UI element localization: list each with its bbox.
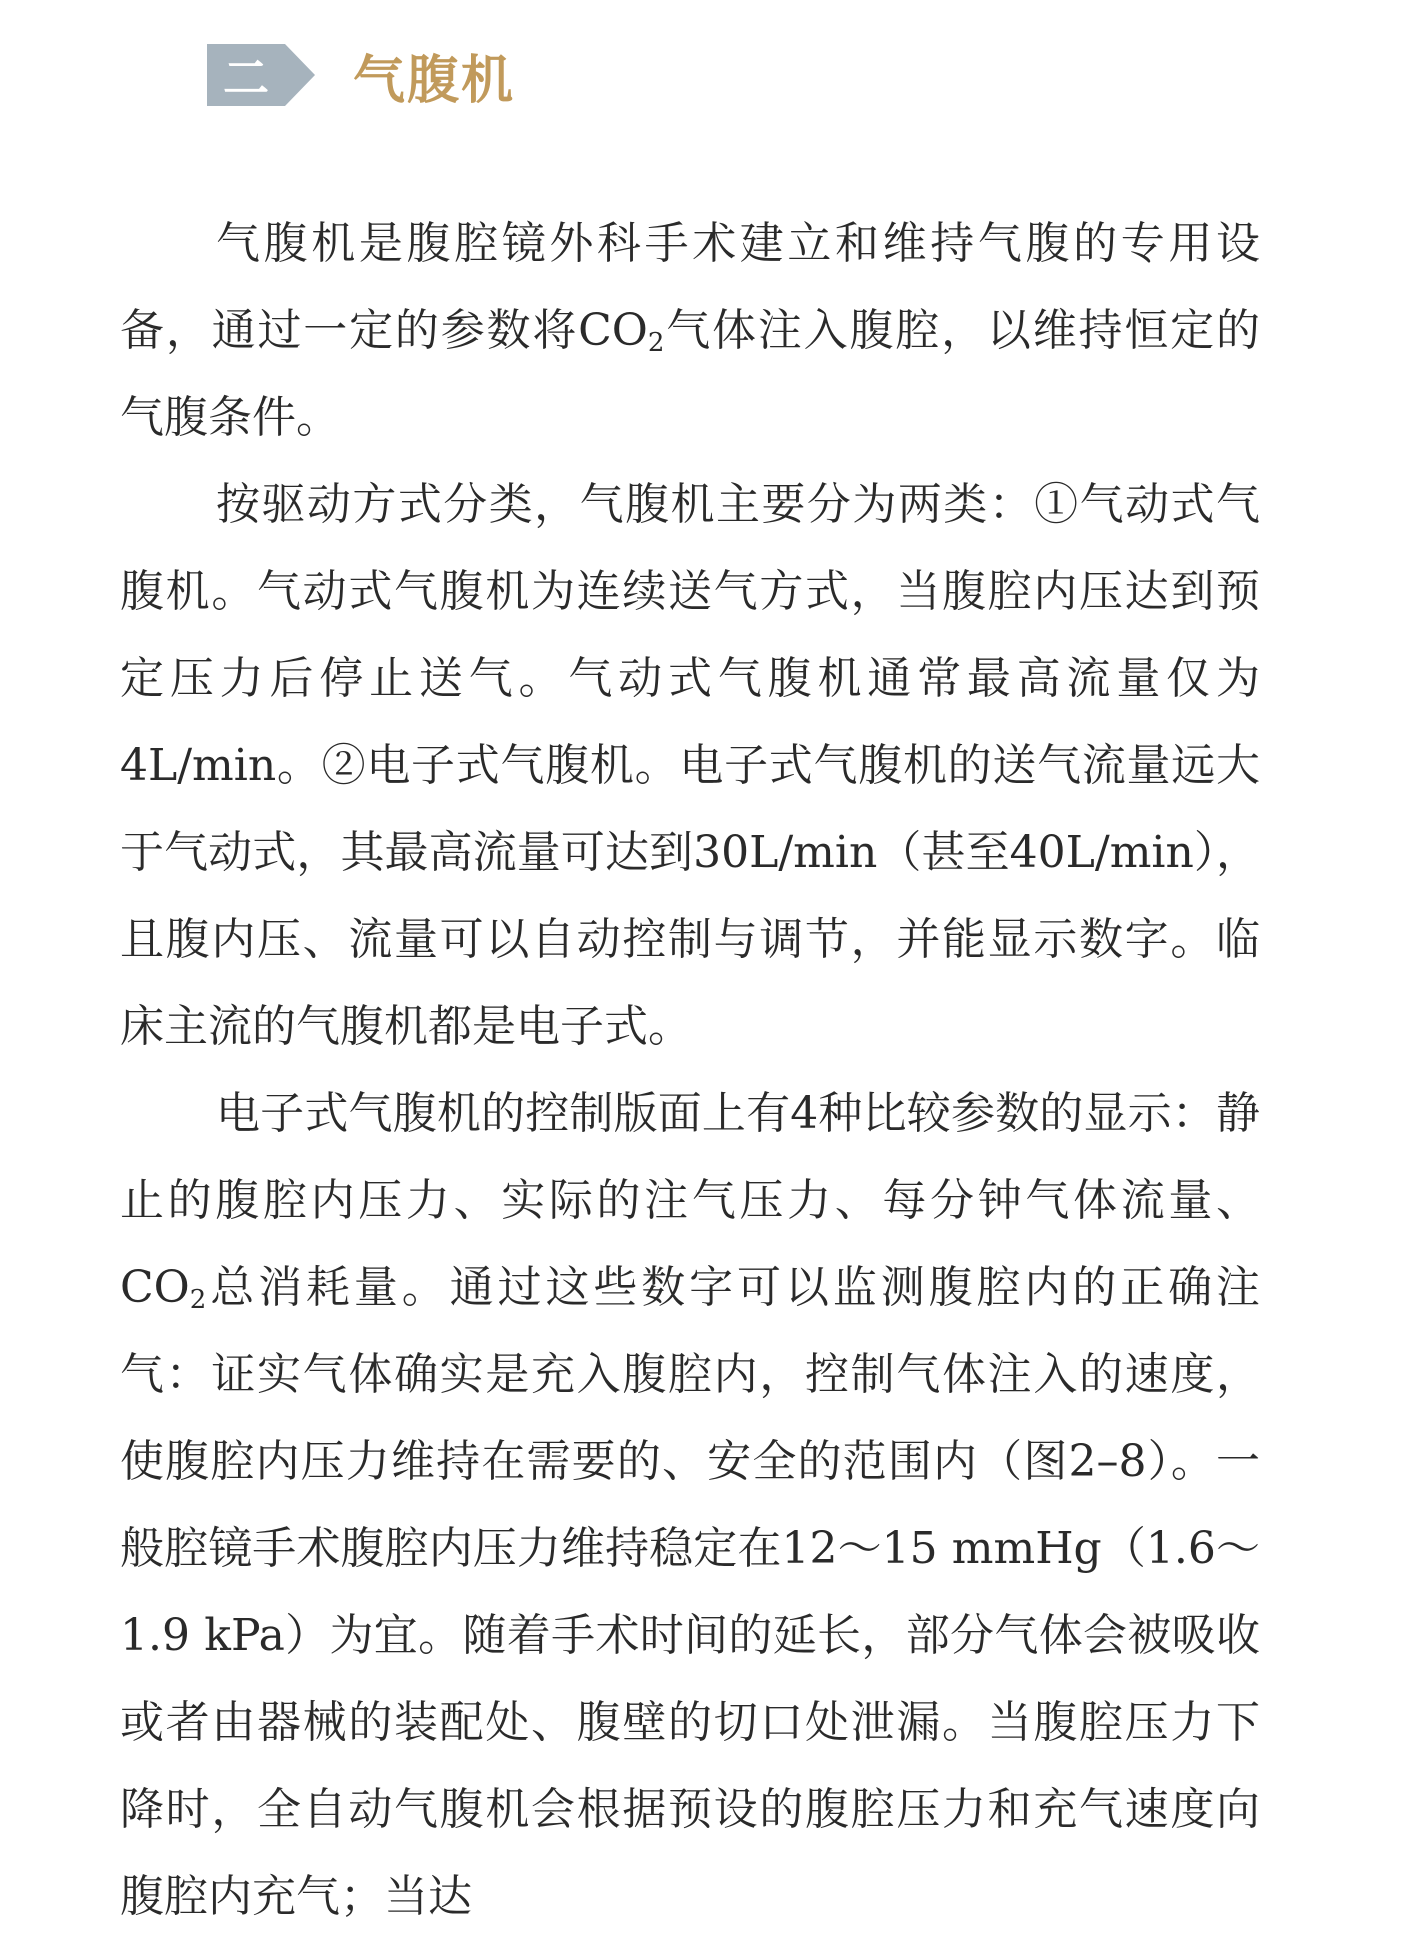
co2-subscript: 2 <box>647 328 665 358</box>
paragraph-1-text-a: 气腹机是腹腔镜外科手术建立和维持气腹的专用设备，通过一定的参数将CO <box>120 218 1260 356</box>
section-number-tag: 二 <box>207 44 285 106</box>
paragraph-2: 按驱动方式分类，气腹机主要分为两类：①气动式气腹机。气动式气腹机为连续送气方式，当腹腔内压达到预定压力后停止送气。气动式气腹机通常最高流量仅为4L/min。②电子式气腹机。电子式气腹机的送气流量远大于气动式，其最高流量可达到30L/min（甚至40L/min），且腹内压、流量可以自动控制与调节，并能显示数字。临床主流的气腹机都是电子式。 <box>120 479 1260 1052</box>
paragraph-1 <box>120 200 1260 461</box>
co2-subscript: 2 <box>189 1285 207 1315</box>
paragraph-3-text-b: 总消耗量。通过这些数字可以监测腹腔内的正确注气：证实气体确实是充入腹腔内，控制气体注入的速度，使腹腔内压力维持在需要的、安全的范围内（图2–8）。一般腔镜手术腹腔内压力维持稳定在12～15 mmHg（1.6～1.9 kPa）为宜。随着手术时间的延长，部分气体会被吸收或者由器械的装配处、腹壁的切口处泄漏。当腹腔压力下降时，全自动气腹机会根据预设的腹腔压力和充气速度向腹腔内充气；当达 <box>120 1262 1260 1922</box>
paragraph-3-text-a: 电子式气腹机的控制版面上有4种比较参数的显示：静止的腹腔内压力、实际的注气压力、每分钟气体流量、CO <box>120 1088 1260 1313</box>
paragraph-3 <box>120 1070 1260 1940</box>
section-header <box>207 40 515 110</box>
paragraph-1-text-b: 气体注入腹腔，以维持恒定的气腹条件。 <box>120 305 1260 443</box>
body-text <box>120 200 1260 1940</box>
section-title: 气腹机 <box>353 50 516 111</box>
